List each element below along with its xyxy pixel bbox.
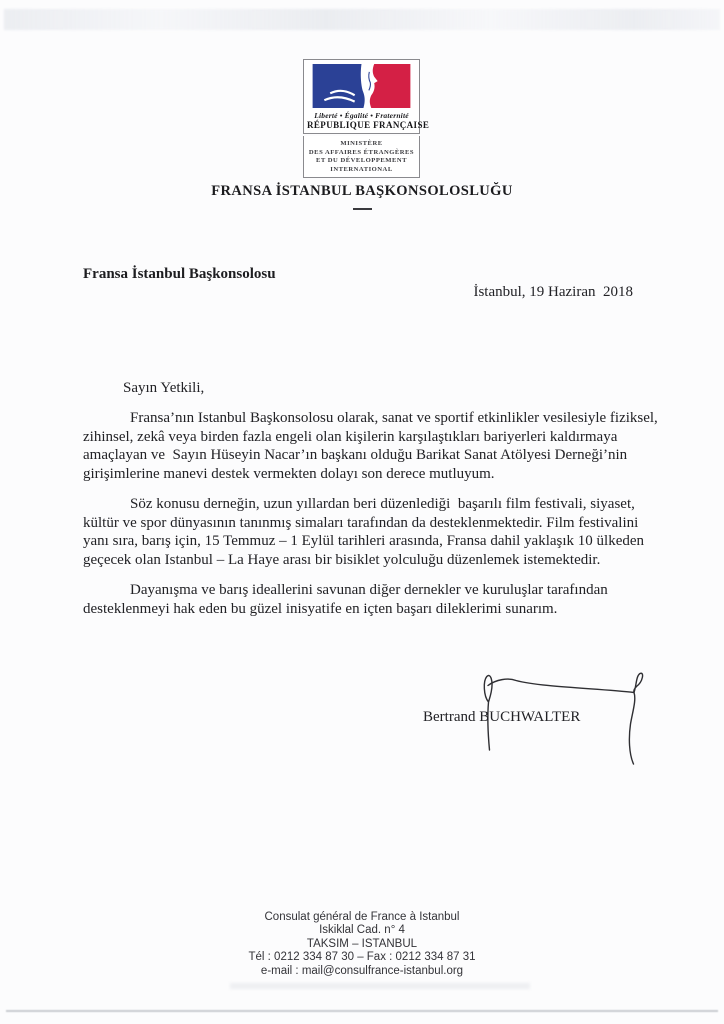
consulate-title: FRANSA İSTANBUL BAŞKONSOLOSLUĞU bbox=[211, 183, 513, 199]
salutation: Sayın Yetkili, bbox=[123, 380, 205, 396]
scan-artifact-bottom-line bbox=[6, 1010, 718, 1012]
ministry-line: MINISTÈRE bbox=[340, 140, 383, 147]
footer-line: e-mail : mail@consulfrance-istanbul.org bbox=[260, 964, 464, 977]
sender-name: Fransa İstanbul Başkonsolosu bbox=[83, 266, 276, 282]
dateline: İstanbul, 19 Haziran 2018 bbox=[473, 284, 633, 300]
body-paragraph: Söz konusu derneğin, uzun yıllardan beri düzenlediği başarılı film festivali, siyaset, kültür ve spor dünyasının tanınmış simaları tarafından da desteklenmektedir. Film festivalini yanı sıra, barış için, 15 Temmuz – 1 Eylül tarihleri arasında, Fransa dahil yaklaşık 10 ülkeden geçecek olan Istanbul – La Haye arası bir bisiklet yolculuğu düzenlemek istemektedir. bbox=[83, 496, 648, 568]
signature-name: Bertrand BUCHWALTER bbox=[423, 709, 581, 725]
ministry-line: INTERNATIONAL bbox=[330, 165, 393, 173]
body-paragraph: Fransa’nın Istanbul Başkonsolosu olarak, sanat ve sportif etkinlikler vesilesiyle fiziksel, zihinsel, zekâ veya birden fazla engeli olan kişilerin karşılaştıkları bariyerleri kaldırmaya amaçlayan ve Sayın Hüseyin Nacar’ın başkanı olduğu Barikat Sanat Atölyesi Derneği’nin girişimlerine manevi destek vermekten dolayı son derece mutluyum. bbox=[83, 410, 662, 482]
ministry-box bbox=[303, 136, 420, 178]
body-paragraph: Dayanışma ve barış ideallerini savunan diğer dernekler ve kuruluşlar tarafından desteklenmeyi hak eden bu güzel inisyatife en içten başarı dileklerimi sunarım. bbox=[83, 582, 612, 617]
logo-flag-box bbox=[303, 59, 430, 134]
title-divider-line bbox=[353, 208, 372, 210]
french-government-logo bbox=[303, 59, 430, 178]
footer-line: TAKSIM – ISTANBUL bbox=[306, 937, 418, 950]
footer-line: Tél : 0212 334 87 30 – Fax : 0212 334 87 31 bbox=[248, 951, 476, 964]
logo-republic-name: RÉPUBLIQUE FRANÇAISE bbox=[307, 120, 430, 130]
marianne-flag-icon bbox=[312, 64, 411, 108]
consulate-footer bbox=[0, 911, 724, 978]
scan-artifact-bottom-smudge bbox=[230, 983, 530, 989]
letter-body bbox=[83, 409, 660, 630]
scan-artifact-top-band bbox=[4, 9, 720, 30]
ministry-line: DES AFFAIRES ÉTRANGÈRES bbox=[308, 148, 415, 156]
footer-line: Iskiklal Cad. n° 4 bbox=[319, 924, 405, 937]
footer-line: Consulat général de France à Istanbul bbox=[264, 911, 460, 923]
handwritten-signature bbox=[448, 662, 663, 797]
logo-motto: Liberté • Égalité • Fraternité bbox=[314, 111, 409, 120]
ministry-line: ET DU DÉVELOPPEMENT bbox=[315, 157, 408, 165]
